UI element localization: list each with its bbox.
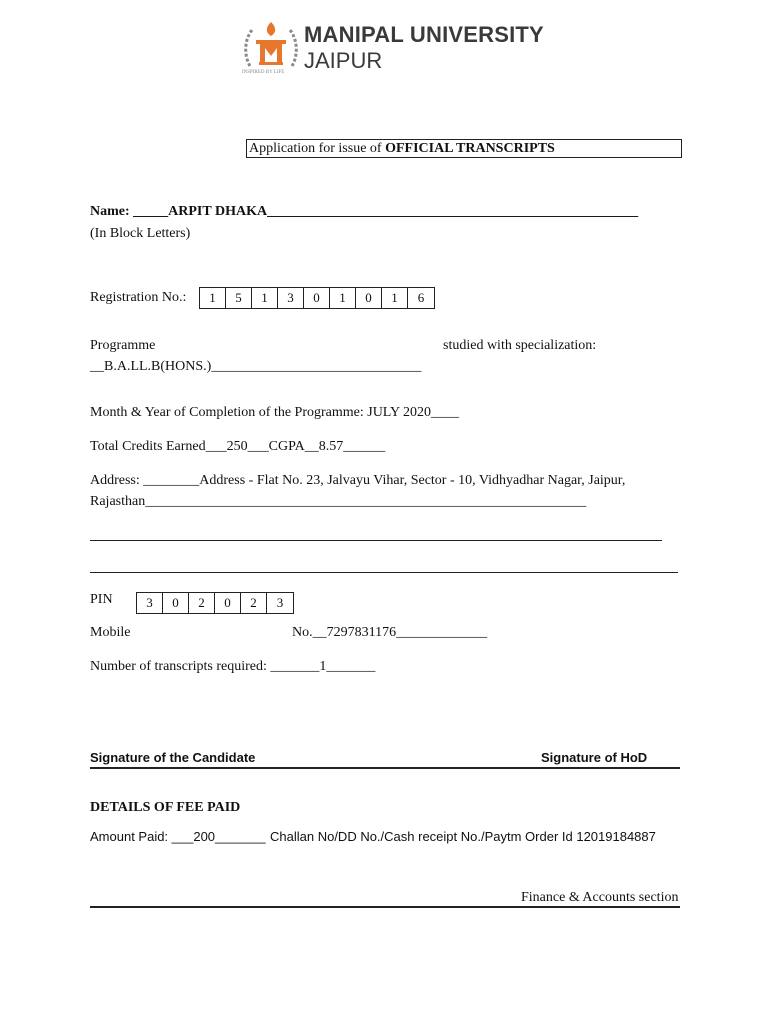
- pin-digit: 0: [163, 593, 189, 613]
- university-name-line2: JAIPUR: [304, 48, 383, 73]
- registration-digit: 6: [417, 290, 425, 305]
- registration-digit-boxes[interactable]: [199, 287, 435, 309]
- form-title: [249, 141, 555, 157]
- form-title-box: [246, 139, 682, 158]
- name-label: Name: _____: [90, 204, 169, 219]
- form-title-prefix: Application for issue of: [249, 141, 386, 156]
- registration-digit: 0: [356, 288, 382, 308]
- registration-label: Registration No.:: [90, 290, 187, 305]
- form-title-emphasis: OFFICIAL TRANSCRIPTS: [385, 141, 555, 156]
- pin-digit: 0: [215, 593, 241, 613]
- registration-digit: 1: [330, 288, 356, 308]
- registration-digit: 1: [252, 288, 278, 308]
- programme-value[interactable]: __B.A.LL.B(HONS.)______________________________: [90, 359, 422, 374]
- address-blank-line: [90, 572, 678, 573]
- candidate-signature-label: Signature of the Candidate: [90, 750, 256, 765]
- logo-tagline: INSPIRED BY LIFE: [242, 70, 285, 75]
- address-line1[interactable]: Address: ________Address - Flat No. 23, Jalvayu Vihar, Sector - 10, Vidhyadhar Nagar, Jaipur,: [90, 473, 626, 488]
- mobile-label: Mobile: [90, 625, 131, 640]
- pin-digit: 2: [189, 593, 215, 613]
- challan-details[interactable]: Challan No/DD No./Cash receipt No./Paytm Order Id 12019184887: [270, 829, 656, 844]
- university-name-line1: MANIPAL UNIVERSITY: [304, 22, 544, 47]
- finance-section-label: Finance & Accounts section: [521, 890, 679, 905]
- address-line2[interactable]: Rajasthan_______________________________________________________________: [90, 494, 587, 509]
- registration-digit: 1: [382, 288, 408, 308]
- pin-digit: 3: [137, 593, 163, 613]
- registration-digit: 1: [200, 288, 226, 308]
- finance-divider: [90, 906, 680, 908]
- pin-digit: 2: [241, 593, 267, 613]
- registration-digit: 3: [278, 288, 304, 308]
- pin-digit-boxes[interactable]: [136, 592, 294, 614]
- completion-line[interactable]: Month & Year of Completion of the Programme: JULY 2020____: [90, 405, 460, 420]
- registration-digit: 0: [304, 288, 330, 308]
- block-letters-note: (In Block Letters): [90, 226, 191, 241]
- pin-digit: 3: [276, 595, 284, 610]
- hod-signature-label: Signature of HoD: [541, 750, 648, 765]
- credits-line[interactable]: Total Credits Earned___250___CGPA__8.57______: [90, 439, 386, 454]
- name-line: [90, 204, 638, 220]
- pin-label: PIN: [90, 592, 113, 607]
- amount-paid[interactable]: Amount Paid: ___200_______: [90, 829, 266, 844]
- programme-label: Programme: [90, 338, 156, 353]
- signature-divider: [90, 767, 680, 769]
- registration-digit: 5: [226, 288, 252, 308]
- address-blank-line: [90, 540, 662, 541]
- specialization-label: studied with specialization:: [443, 338, 597, 353]
- transcripts-line[interactable]: Number of transcripts required: _______1_______: [90, 659, 376, 674]
- name-trail: _____________________________________________________: [267, 204, 639, 219]
- name-value[interactable]: ARPIT DHAKA: [168, 204, 268, 219]
- fee-heading: DETAILS OF FEE PAID: [90, 800, 241, 815]
- mobile-value[interactable]: No.__7297831176_____________: [292, 625, 488, 640]
